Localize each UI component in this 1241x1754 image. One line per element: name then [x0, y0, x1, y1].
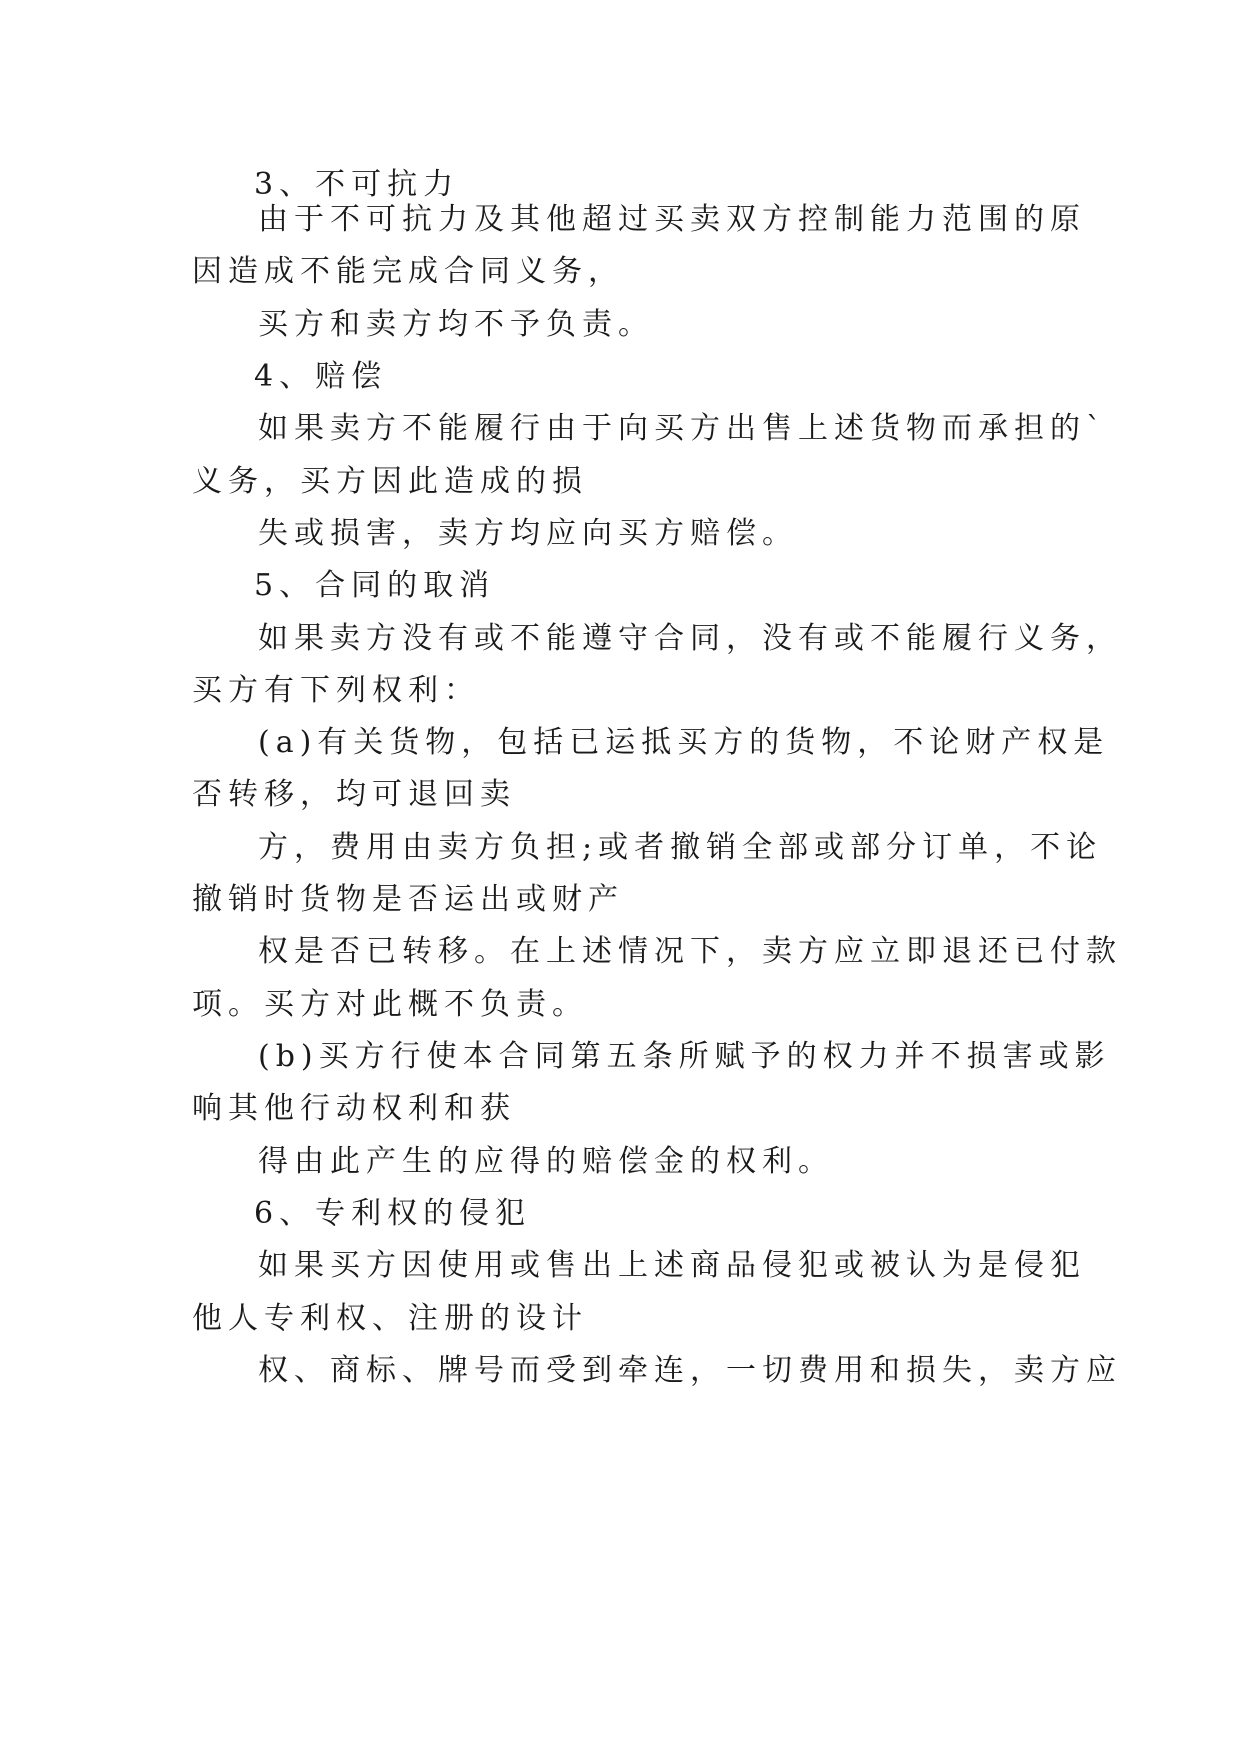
paragraph-line: 项。买方对此概不负责。: [192, 987, 588, 1022]
paragraph-line: 如果买方因使用或售出上述商品侵犯或被认为是侵犯: [258, 1248, 1086, 1283]
paragraph-line: 因造成不能完成合同义务，: [192, 254, 624, 289]
paragraph-line: 权是否已转移。在上述情况下，卖方应立即退还已付款: [258, 934, 1122, 969]
section-heading-patent-infringement: 6、专利权的侵犯: [254, 1196, 532, 1231]
paragraph-line: 由于不可抗力及其他超过买卖双方控制能力范围的原: [258, 202, 1086, 237]
paragraph-line: 权、商标、牌号而受到牵连，一切费用和损失，卖方应: [258, 1353, 1122, 1388]
paragraph-line: 失或损害，卖方均应向买方赔偿。: [258, 516, 798, 551]
paragraph-line: 如果卖方没有或不能遵守合同，没有或不能履行义务，: [258, 621, 1122, 656]
paragraph-line: 撤销时货物是否运出或财产: [192, 882, 624, 917]
section-heading-force-majeure: 3、不可抗力: [254, 167, 460, 202]
paragraph-line: 如果卖方不能履行由于向买方出售上述货物而承担的`: [258, 411, 1107, 446]
paragraph-line: (a)有关货物，包括已运抵买方的货物，不论财产权是: [258, 725, 1110, 760]
paragraph-line: 义务，买方因此造成的损: [192, 464, 588, 499]
paragraph-line: 买方和卖方均不予负责。: [258, 307, 654, 342]
paragraph-line: 得由此产生的应得的赔偿金的权利。: [258, 1144, 834, 1179]
paragraph-line: (b)买方行使本合同第五条所赋予的权力并不损害或影: [258, 1039, 1111, 1074]
paragraph-line: 否转移，均可退回卖: [192, 777, 516, 812]
paragraph-line: 响其他行动权利和获: [192, 1091, 516, 1126]
paragraph-line: 方，费用由卖方负担;或者撤销全部或部分订单，不论: [258, 830, 1103, 865]
paragraph-line: 买方有下列权利：: [192, 673, 480, 708]
section-heading-compensation: 4、赔偿: [254, 359, 388, 394]
section-heading-cancellation: 5、合同的取消: [254, 568, 496, 603]
paragraph-line: 他人专利权、注册的设计: [192, 1301, 588, 1336]
